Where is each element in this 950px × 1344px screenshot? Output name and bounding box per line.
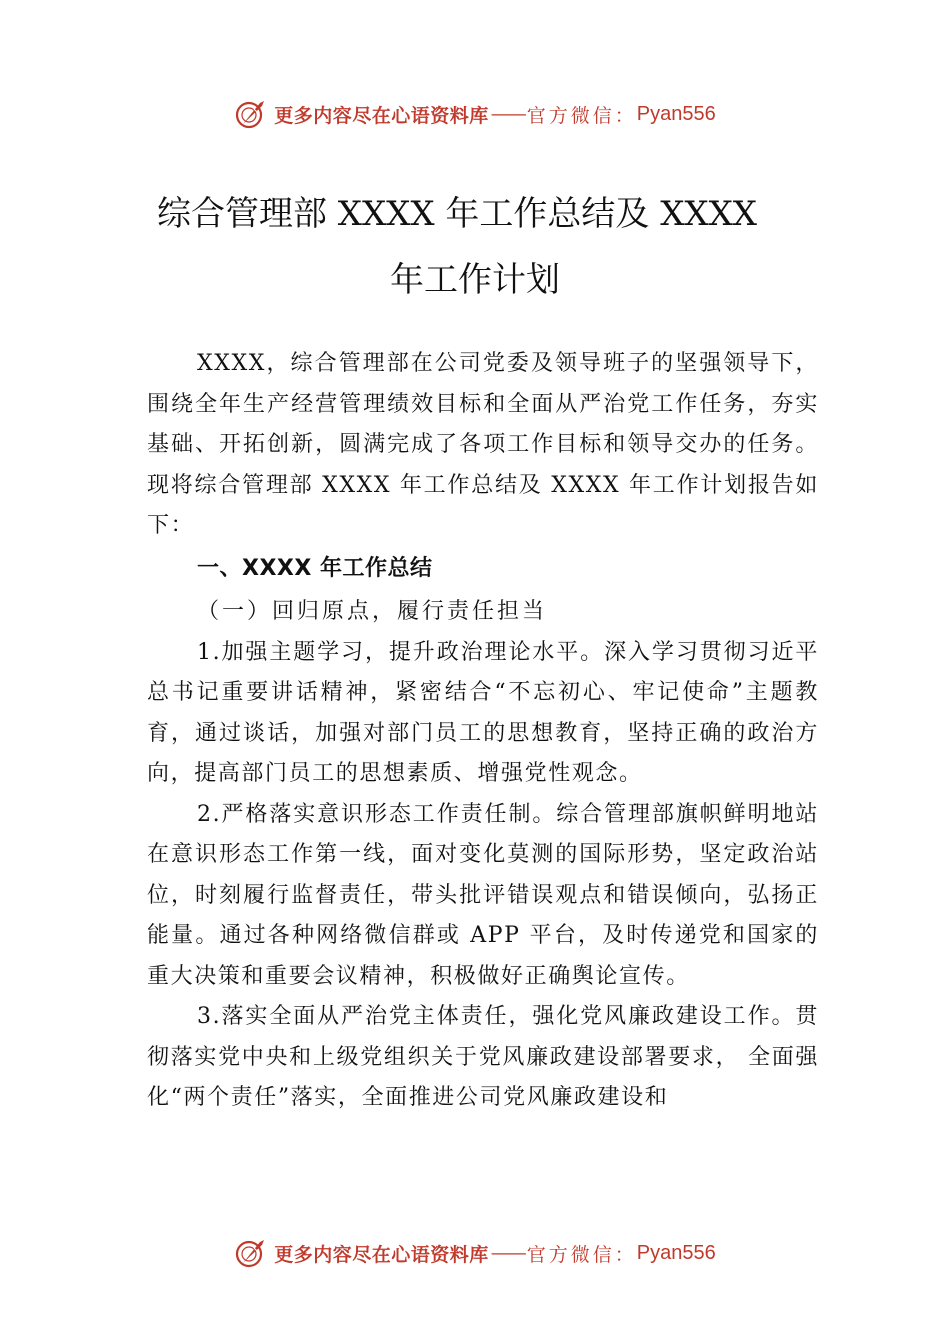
banner-main-text: 更多内容尽在心语资料库	[274, 1243, 489, 1266]
header-banner	[0, 94, 950, 134]
banner-dash: ——	[490, 1242, 525, 1264]
document-title-line2: 年工作计划	[390, 260, 560, 300]
document-title-line1: 综合管理部 XXXX 年工作总结及 XXXX	[156, 194, 758, 234]
banner-wechat-id: Pyan556	[636, 102, 716, 125]
banner-main-text: 更多内容尽在心语资料库	[274, 104, 489, 127]
banner-sub-text: 官方微信：	[526, 104, 637, 127]
subsection-heading: （一）回归原点，履行责任担当	[197, 598, 548, 624]
banner-sub-text: 官方微信：	[526, 1243, 637, 1266]
document-body	[147, 344, 819, 1119]
quill-logo-icon	[234, 1236, 268, 1270]
banner-dash: ——	[490, 103, 525, 125]
footer-banner	[0, 1233, 950, 1273]
section-heading: 一、XXXX 年工作总结	[197, 555, 433, 581]
intro-paragraph: XXXX，综合管理部在公司党委及领导班子的坚强领导下，围绕全年生产经营管理绩效目标和全面从严治党工作任务，夯实基础、开拓创新，圆满完成了各项工作目标和领导交办的任务。现将综合管理部 XXXX 年工作总结及 XXXX 年工作计划报告如下：	[147, 351, 819, 538]
paragraph-3: 3.落实全面从严治党主体责任，强化党风廉政建设工作。贯彻落实党中央和上级党组织关于党风廉政建设部署要求， 全面强化“两个责任”落实，全面推进公司党风廉政建设和	[147, 1004, 819, 1110]
banner-wechat-id: Pyan556	[636, 1241, 716, 1264]
paragraph-1: 1.加强主题学习，提升政治理论水平。深入学习贯彻习近平总书记重要讲话精神，紧密结合“不忘初心、牢记使命”主题教育，通过谈话，加强对部门员工的思想教育，坚持正确的政治方向，提高部门员工的思想素质、增强党性观念。	[147, 639, 819, 786]
paragraph-2: 2.严格落实意识形态工作责任制。综合管理部旗帜鲜明地站在意识形态工作第一线，面对变化莫测的国际形势，坚定政治站位，时刻履行监督责任，带头批评错误观点和错误倾向，弘扬正能量。通过各种网络微信群或 APP 平台，及时传递党和国家的重大决策和重要会议精神，积极做好正确舆论宣传。	[147, 801, 819, 989]
quill-logo-icon	[234, 97, 268, 131]
